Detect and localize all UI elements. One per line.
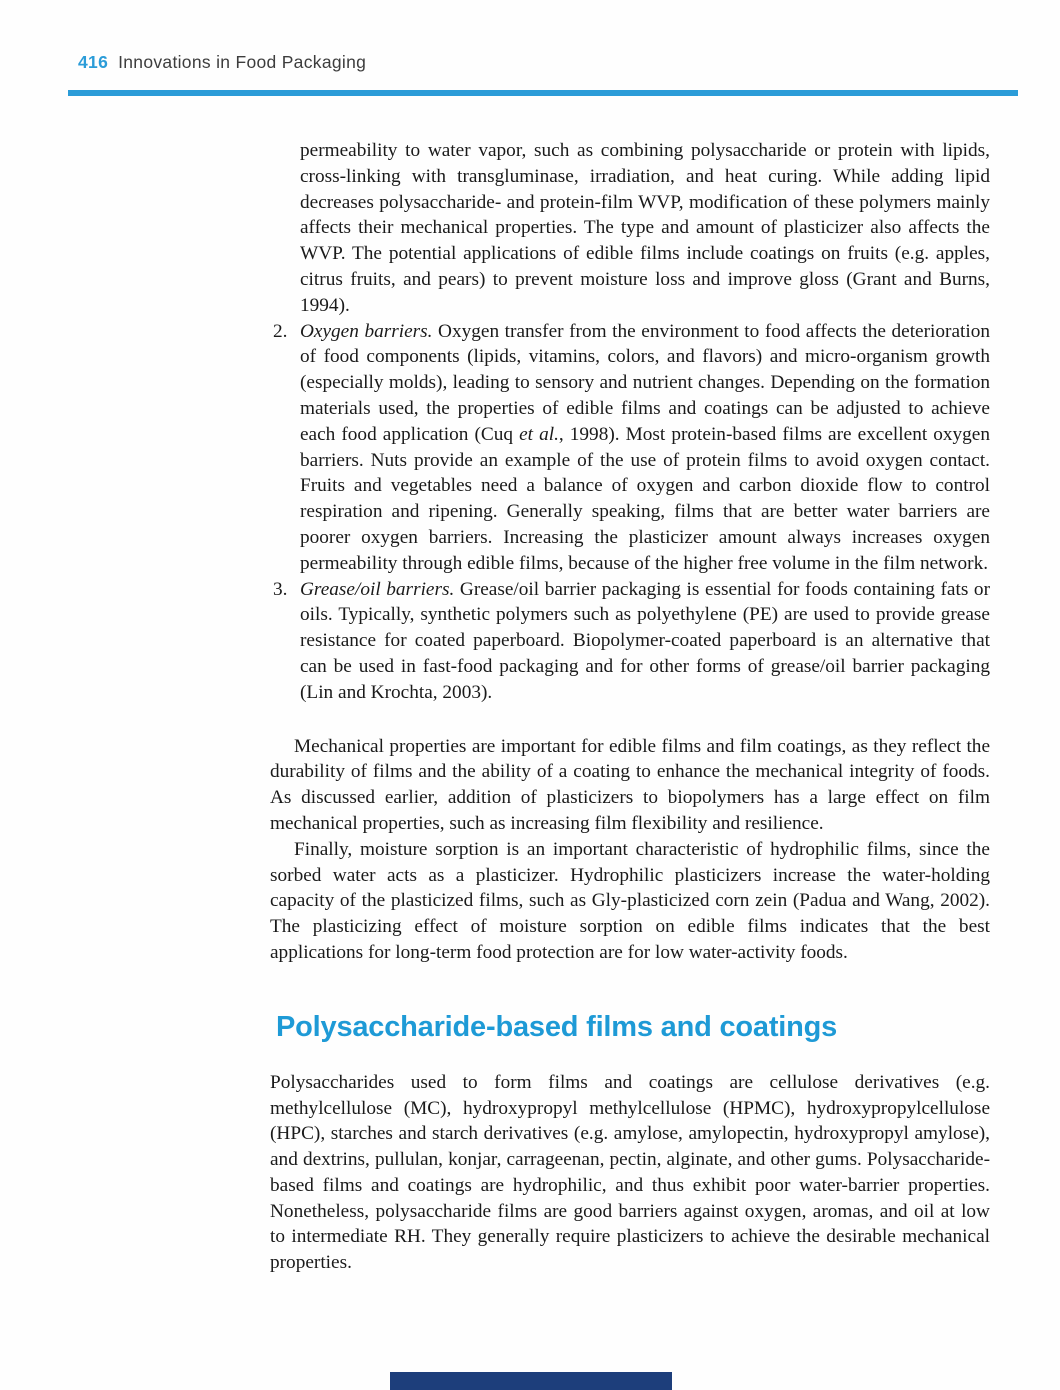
list-item-oxygen-barriers	[270, 319, 990, 577]
list-item-text: , 1998). Most protein-based films are excellent oxygen barriers. Nuts provide an example of the use of protein films to avoid oxygen contact. Fruits and vegetables need a balance of oxygen and carbon dioxide flow to control respiration and ripening. Generally speaking, films that are better water barriers are poorer oxygen barriers. Increasing the plasticizer amount always increases oxygen permeability through edible films, because of the higher free volume in the film network.	[300, 423, 991, 574]
list-item-lead: Grease/oil barriers.	[300, 578, 455, 600]
running-header	[78, 52, 366, 73]
list-item-number: 2.	[273, 320, 288, 342]
footer-scan-bar	[390, 1372, 672, 1390]
paragraph-item1-continuation: permeability to water vapor, such as combining polysaccharide or protein with lipids, cross-linking with transgluminase, irradiation, and heat curing. While adding lipid decreases polysaccharide- and protein-film WVP, modification of these polymers mainly affects their mechanical properties. The type and amount of plasticizer also affects the WVP. The potential applications of edible films include coatings on fruits (e.g. apples, citrus fruits, and pears) to prevent moisture loss and improve gloss (Grant and Burns, 1994).	[300, 140, 990, 316]
list-item-text: Grease/oil barrier packaging is essential for foods containing fats or oils. Typically, synthetic polymers such as polyethylene (PE) are used to provide grease resistance for coated paperboard. Biopolymer-coated paperboard is an alternative that can be used in fast-food packaging and for other forms of grease/oil barrier packaging (Lin and Krochta, 2003).	[300, 578, 990, 703]
header-rule	[68, 90, 1018, 96]
book-title: Innovations in Food Packaging	[118, 52, 367, 72]
et-al-italic: et al.	[519, 423, 559, 445]
list-item-text: Oxygen transfer from the environment to food affects the deterioration of food components (lipids, vitamins, colors, and flavors) and micro-organism growth (especially molds), leading to sensory and nutrient changes. Depending on the formation materials used, the properties of edible films and coatings can be adjusted to achieve each food application (Cuq	[300, 320, 990, 445]
paragraph-mechanical-properties: Mechanical properties are important for edible films and film coatings, as they reflect the durability of films and the ability of a coating to enhance the mechanical integrity of foods. As discussed earlier, addition of plasticizers to biopolymers has a large effect on film mechanical properties, such as increasing film flexibility and resilience.	[270, 735, 990, 834]
list-item-number: 3.	[273, 578, 288, 600]
paragraph-polysaccharide-intro: Polysaccharides used to form films and coatings are cellulose derivatives (e.g. methylcellulose (MC), hydroxypropyl methylcellulose (HPMC), hydroxypropylcellulose (HPC), starches and starch derivatives (e.g. amylose, amylopectin, hydroxypropyl amylose), and dextrins, pullulan, konjar, carrageenan, pectin, alginate, and other gums. Polysaccharide-based films and coatings are hydrophilic, and thus exhibit poor water-barrier properties. Nonetheless, polysaccharide films are good barriers against oxygen, aromas, and oil at low to intermediate RH. They generally require plasticizers to achieve the desirable mechanical properties.	[270, 1071, 990, 1274]
page-body	[270, 138, 990, 1276]
list-item-grease-oil-barriers	[270, 577, 990, 706]
paragraph-moisture-sorption: Finally, moisture sorption is an important characteristic of hydrophilic films, since the sorbed water acts as a plasticizer. Hydrophilic plasticizers increase the water-holding capacity of the plasticized films, such as Gly-plasticized corn zein (Padua and Wang, 2002). The plasticizing effect of moisture sorption on edible films indicates that the best applications for long-term food protection are for low water-activity foods.	[270, 838, 990, 963]
page-number: 416	[78, 52, 109, 72]
section-heading: Polysaccharide-based films and coatings	[276, 1010, 838, 1043]
list-item-lead: Oxygen barriers.	[300, 320, 433, 342]
